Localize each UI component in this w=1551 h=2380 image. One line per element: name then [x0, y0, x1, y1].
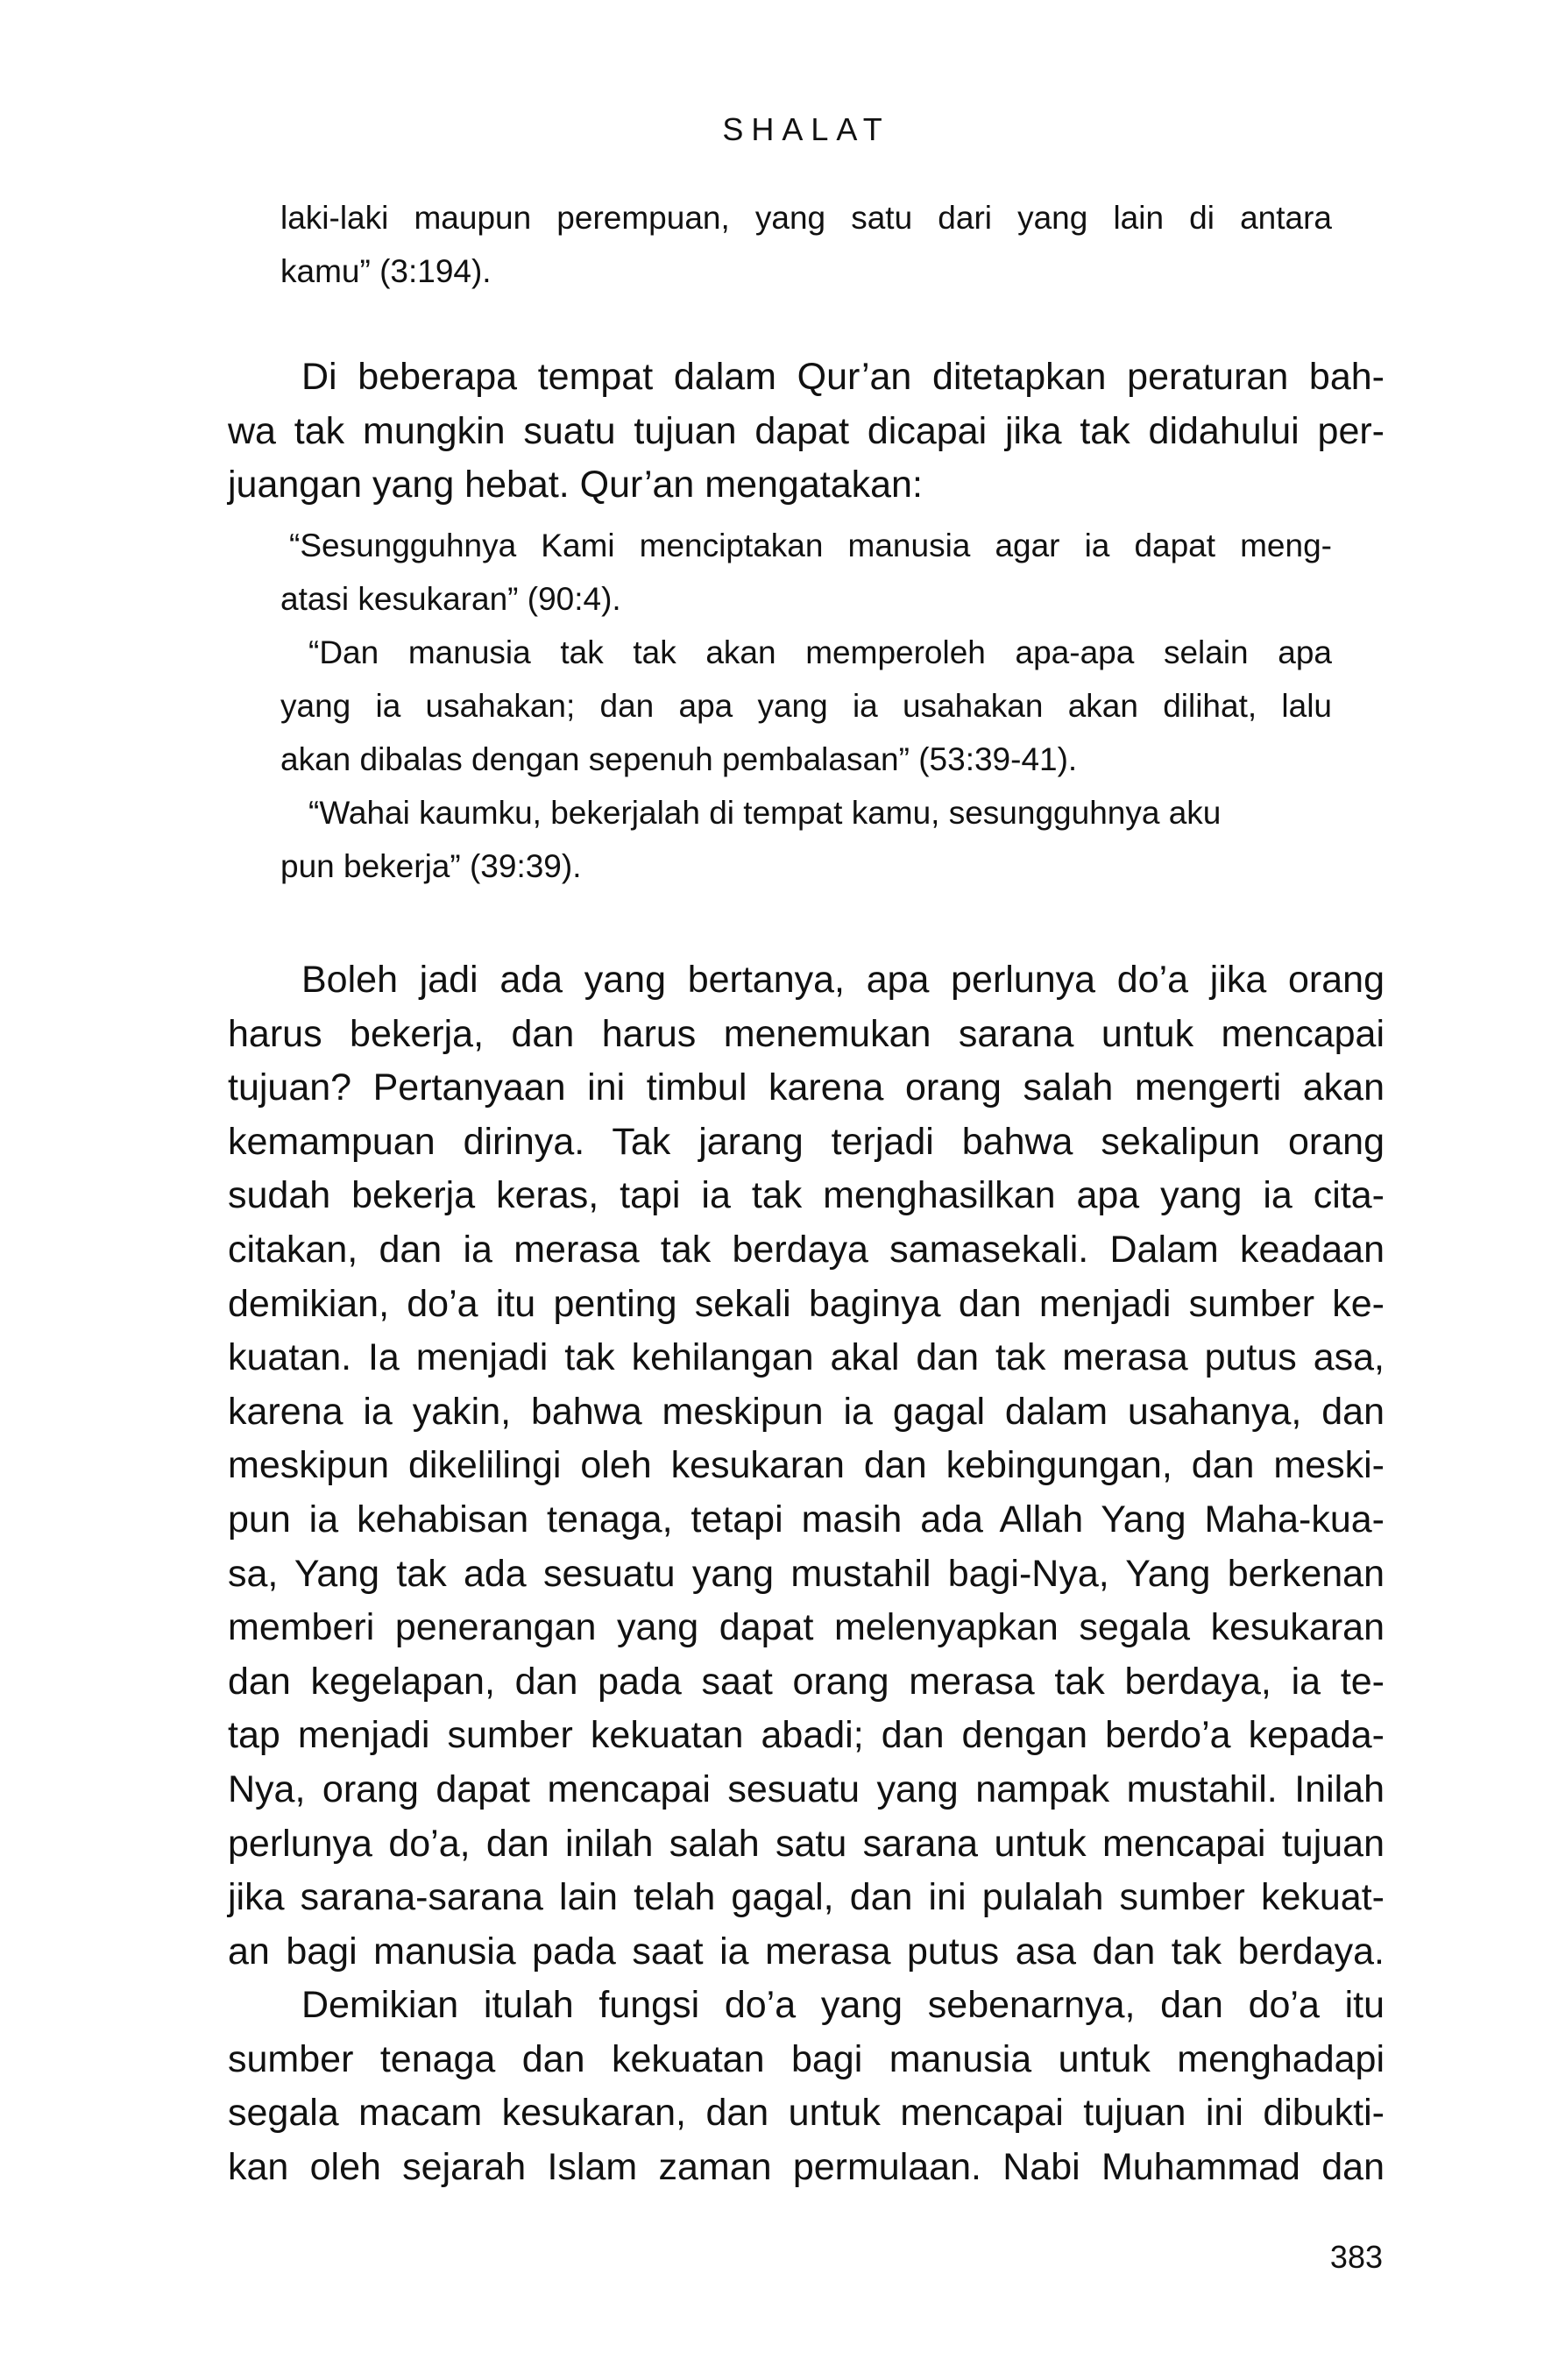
- text-line: dan kegelapan, dan pada saat orang merasa tak berdaya, ia te-: [228, 1660, 1385, 1703]
- text-line: wa tak mungkin suatu tujuan dapat dicapai jika tak didahului per-: [228, 409, 1385, 452]
- quote-3-194: [280, 191, 1332, 298]
- text-line: meskipun dikelilingi oleh kesukaran dan kebingungan, dan meski-: [228, 1444, 1385, 1487]
- text-line: citakan, dan ia merasa tak berdaya samasekali. Dalam keadaan: [228, 1228, 1385, 1271]
- text-line: tap menjadi sumber kekuatan abadi; dan dengan berdo’a kepada-: [228, 1714, 1385, 1757]
- text-line: juangan yang hebat. Qur’an mengatakan:: [228, 464, 923, 506]
- text-line: perlunya do’a, dan inilah salah satu sarana untuk mencapai tujuan: [228, 1822, 1385, 1865]
- text-line: atasi kesukaran” (90:4).: [280, 581, 621, 617]
- text-line: pun ia kehabisan tenaga, tetapi masih ada Allah Yang Maha-kua-: [228, 1498, 1385, 1541]
- text-line: laki-laki maupun perempuan, yang satu dari yang lain di antara: [280, 200, 1332, 236]
- text-line: tujuan? Pertanyaan ini timbul karena orang salah mengerti akan: [228, 1066, 1385, 1109]
- text-line: “Sesungguhnya Kami menciptakan manusia agar ia dapat meng-: [289, 528, 1332, 563]
- text-line: “Wahai kaumku, bekerjalah di tempat kamu, sesungguhnya aku: [308, 795, 1222, 831]
- text-line: demikian, do’a itu penting sekali baginya dan menjadi sumber ke-: [228, 1282, 1385, 1325]
- text-line: sumber tenaga dan kekuatan bagi manusia untuk menghadapi: [228, 2037, 1385, 2080]
- text-line: Demikian itulah fungsi do’a yang sebenarnya, dan do’a itu: [301, 1984, 1385, 2027]
- paragraph-doa: [228, 953, 1385, 2195]
- text-line: akan dibalas dengan sepenuh pembalasan” (53:39-41).: [280, 741, 1078, 777]
- text-line: jika sarana-sarana lain telah gagal, dan ini pulalah sumber kekuat-: [228, 1876, 1385, 1919]
- text-line: Nya, orang dapat mencapai sesuatu yang nampak mustahil. Inilah: [228, 1767, 1385, 1810]
- text-line: Di beberapa tempat dalam Qur’an ditetapkan peraturan bah-: [301, 356, 1385, 398]
- text-line: yang ia usahakan; dan apa yang ia usahakan akan dilihat, lalu: [280, 688, 1332, 724]
- text-line: kan oleh sejarah Islam zaman permulaan. Nabi Muhammad dan: [228, 2146, 1385, 2189]
- text-line: Boleh jadi ada yang bertanya, apa perlunya do’a jika orang: [301, 959, 1385, 1001]
- running-head: SHALAT: [722, 111, 890, 147]
- text-line: segala macam kesukaran, dan untuk mencapai tujuan ini dibukti-: [228, 2092, 1385, 2135]
- text-line: karena ia yakin, bahwa meskipun ia gagal dalam usahanya, dan: [228, 1390, 1385, 1433]
- text-line: an bagi manusia pada saat ia merasa putus asa dan tak berdaya.: [228, 1930, 1385, 1973]
- text-line: “Dan manusia tak tak akan memperoleh apa-apa selain apa: [308, 634, 1332, 670]
- text-line: kemampuan dirinya. Tak jarang terjadi bahwa sekalipun orang: [228, 1120, 1385, 1163]
- text-line: harus bekerja, dan harus menemukan sarana untuk mencapai: [228, 1012, 1385, 1055]
- text-line: kuatan. Ia menjadi tak kehilangan akal dan tak merasa putus asa,: [228, 1336, 1385, 1379]
- text-line: sudah bekerja keras, tapi ia tak menghasilkan apa yang ia cita-: [228, 1174, 1385, 1217]
- text-line: kamu” (3:194).: [280, 253, 492, 289]
- quote-block: [280, 519, 1332, 893]
- text-line: memberi penerangan yang dapat melenyapkan segala kesukaran: [228, 1606, 1385, 1649]
- page-number: 383: [1329, 2239, 1383, 2275]
- text-line: pun bekerja” (39:39).: [280, 848, 582, 884]
- paragraph-perjuangan: [228, 351, 1385, 513]
- text-line: sa, Yang tak ada sesuatu yang mustahil bagi-Nya, Yang berkenan: [228, 1552, 1385, 1595]
